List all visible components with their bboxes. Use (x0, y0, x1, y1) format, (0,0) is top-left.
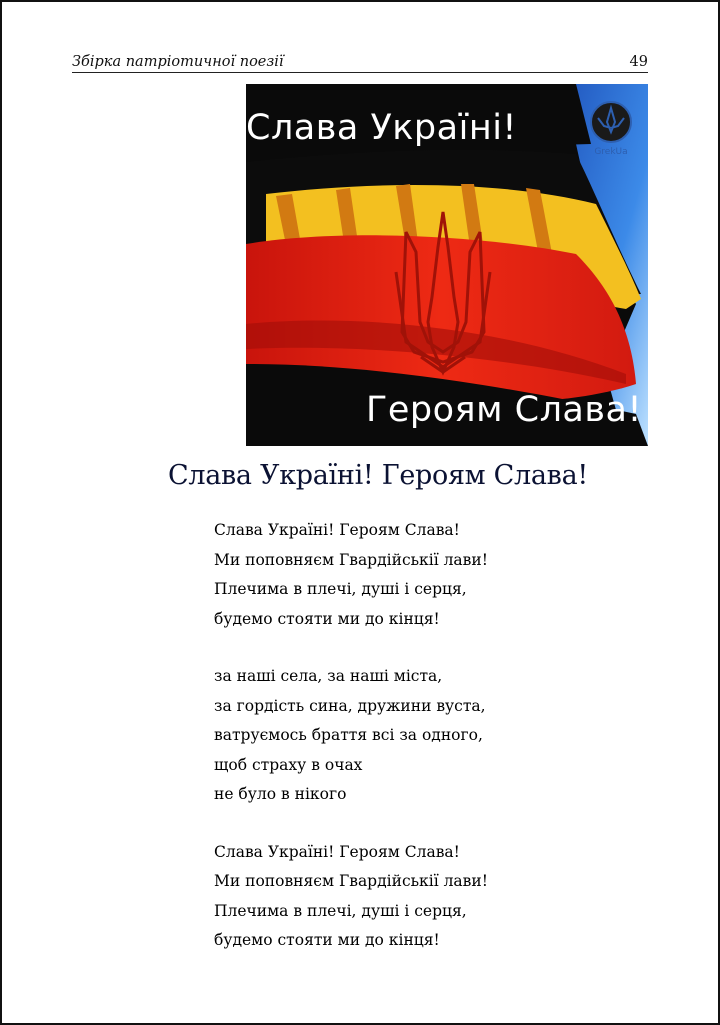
poem-line: Ми поповняєм Гвардійськії лави! (214, 550, 488, 569)
poster-caption-top: Слава Україні! (246, 108, 517, 148)
poem-line: за гордість сина, дружини вуста, (214, 696, 486, 715)
poem-line: будемо стояти ми до кінця! (214, 931, 440, 949)
poem-line: будемо стояти ми до кінця! (214, 609, 440, 628)
poem-body (214, 516, 654, 984)
organization-logo-icon (586, 98, 636, 158)
poster-caption-bottom: Героям Слава! (366, 390, 642, 430)
poem-line: щоб страху в очах (214, 755, 363, 774)
poem-line: Слава Україні! Героям Слава! (214, 842, 460, 861)
poem-line: за наші села, за наші міста, (214, 667, 443, 685)
patriotic-poster-image (246, 84, 648, 446)
poem-line: ватруємось браття всі за одного, (214, 726, 483, 744)
stanza-1 (214, 516, 654, 634)
stanza-2 (214, 662, 654, 810)
page-number: 49 (629, 54, 648, 70)
poem-line: Плечима в плечі, душі і серця, (214, 580, 467, 598)
poem-line: Ми поповняєм Гвардійськії лави! (214, 872, 488, 890)
poem-line: Слава Україні! Героям Слава! (214, 521, 460, 539)
svg-text:GrekUa: GrekUa (594, 147, 628, 157)
poem-line: Плечима в плечі, душі і серця, (214, 901, 467, 920)
stanza-3 (214, 838, 654, 956)
book-title: Збірка патріотичної поезії (72, 54, 284, 70)
poem-title: Слава Україні! Героям Слава! (168, 460, 588, 491)
poem-line: не було в нікого (214, 785, 347, 803)
running-header (72, 50, 648, 73)
